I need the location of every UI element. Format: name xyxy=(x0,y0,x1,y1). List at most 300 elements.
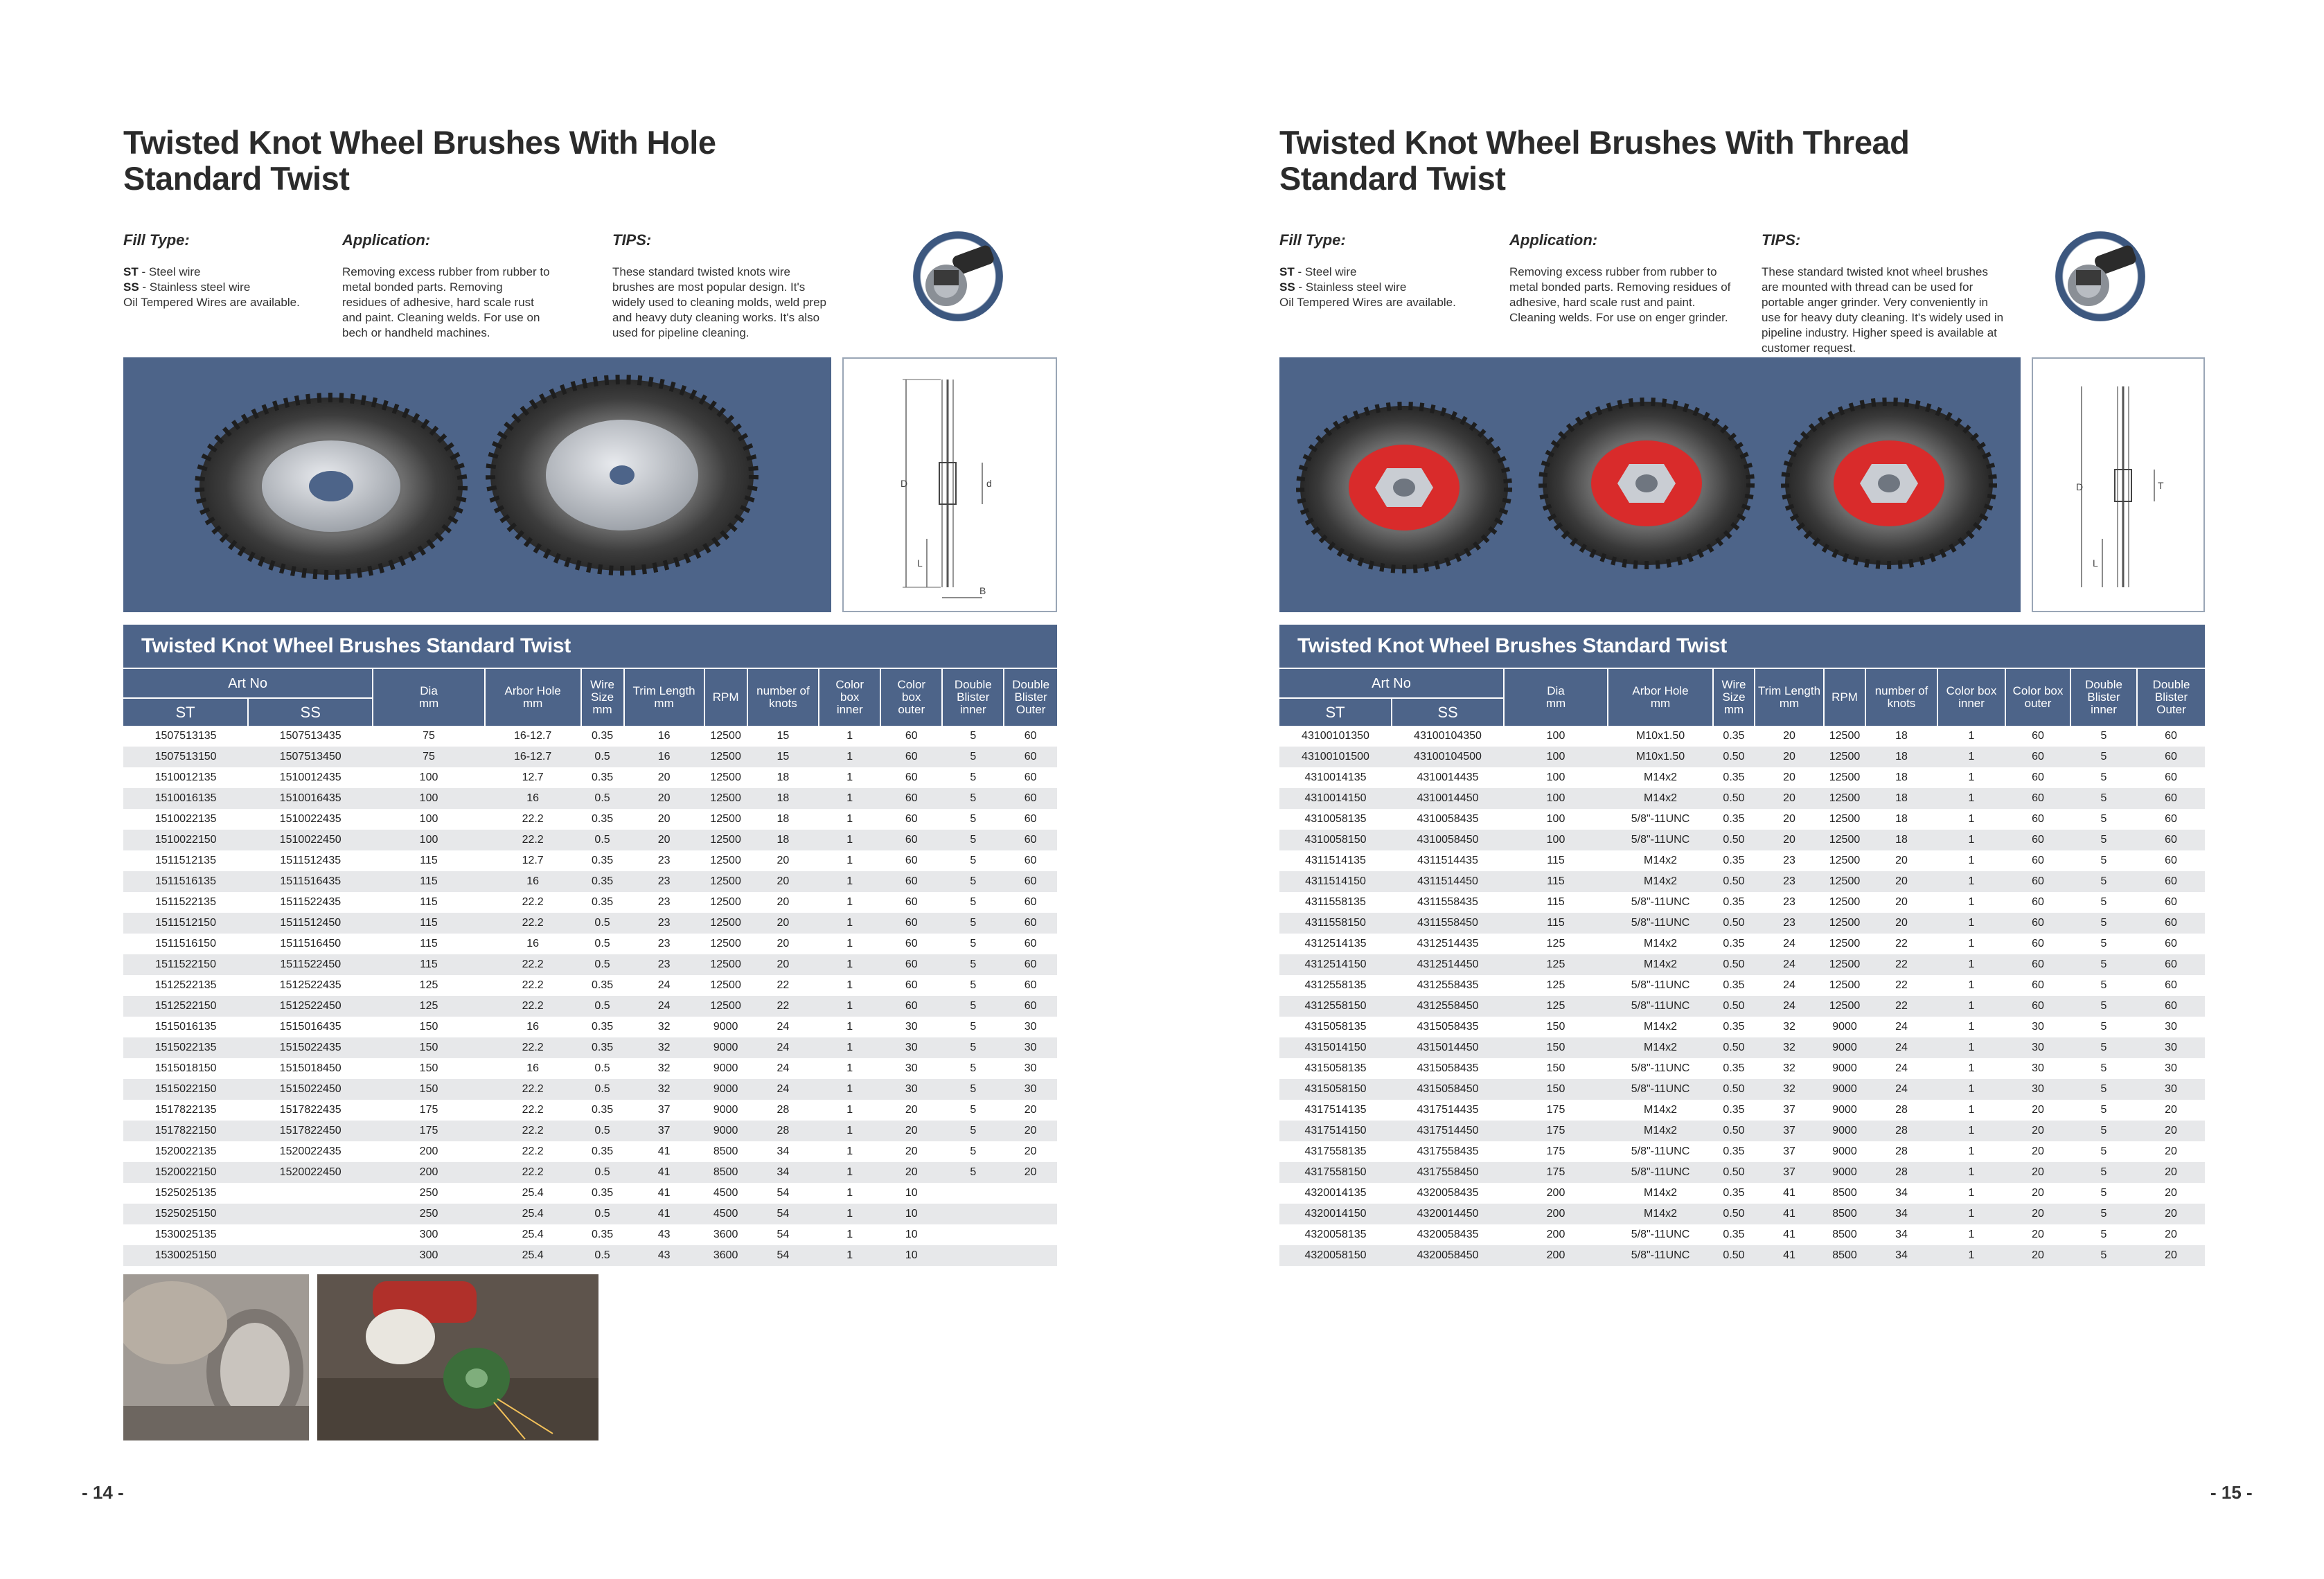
cell-color-box-inner: 1 xyxy=(819,996,880,1017)
cell-arbor-hole: 22.2 xyxy=(485,954,581,975)
cell-double-blister-outer: 60 xyxy=(1004,954,1057,975)
cell-double-blister-outer: 20 xyxy=(1004,1162,1057,1183)
cell-st: 1511516135 xyxy=(123,871,248,892)
cell-dia: 100 xyxy=(1504,747,1608,767)
cell-color-box-outer: 20 xyxy=(2005,1121,2070,1141)
cell-wire-size: 0.50 xyxy=(1713,1245,1755,1266)
cell-color-box-outer: 20 xyxy=(2005,1245,2070,1266)
cell-dia: 300 xyxy=(419,1229,438,1240)
cell-knots: 28 xyxy=(1865,1162,1937,1183)
cell-wire-size: 0.5 xyxy=(594,1062,610,1074)
cell-trim-length: 32 xyxy=(1783,1021,1795,1033)
col-double-blister-inner: Double Blister inner xyxy=(2070,669,2137,726)
cell-rpm: 3600 xyxy=(713,1229,738,1240)
cell-wire-size: 0.35 xyxy=(591,730,614,742)
cell-color-box-inner: 1 xyxy=(1968,896,1975,908)
cell-trim-length: 23 xyxy=(624,913,704,934)
cell-dia: 250 xyxy=(419,1187,438,1199)
cell-color-box-outer: 10 xyxy=(880,1204,942,1224)
cell-trim-length: 32 xyxy=(624,1037,704,1058)
cell-rpm: 9000 xyxy=(704,1121,747,1141)
cell-rpm: 12500 xyxy=(1824,830,1865,850)
cell-rpm: 12500 xyxy=(710,813,741,825)
cell-knots: 20 xyxy=(1865,913,1937,934)
cell-rpm: 8500 xyxy=(1824,1245,1865,1266)
application-text: Removing excess rubber from rubber to metal bonded parts. Removing residues of adhesive, hard scale rust and paint. Cleaning welds. For use on enger grinder. xyxy=(1509,265,1731,324)
cell-knots: 24 xyxy=(1895,1062,1908,1074)
cell-trim-length: 37 xyxy=(1783,1104,1795,1116)
table-row xyxy=(1279,747,2205,767)
cell-st: 1530025150 xyxy=(123,1245,248,1266)
cell-rpm: 9000 xyxy=(1824,1121,1865,1141)
cell-color-box-outer: 60 xyxy=(905,896,918,908)
svg-text:d: d xyxy=(986,478,992,489)
cell-arbor-hole: 22.2 xyxy=(485,1162,581,1183)
cell-trim-length: 41 xyxy=(657,1187,671,1199)
cell-wire-size: 0.35 xyxy=(1723,979,1745,991)
table-body xyxy=(1279,726,2205,1266)
cell-arbor-hole: 5/8"-11UNC xyxy=(1631,1145,1690,1157)
cell-color-box-inner: 1 xyxy=(819,913,880,934)
cell-wire-size: 0.35 xyxy=(1723,896,1745,908)
cell-st: 4317558135 xyxy=(1304,1145,1367,1157)
cell-color-box-outer: 10 xyxy=(880,1245,942,1266)
cell-ss: 1510022435 xyxy=(279,813,341,825)
cell-rpm: 12500 xyxy=(1829,979,1861,991)
cell-color-box-inner: 1 xyxy=(846,938,853,949)
cell-arbor-hole: 25.4 xyxy=(522,1187,544,1199)
cell-color-box-outer: 30 xyxy=(880,1079,942,1100)
cell-knots: 24 xyxy=(777,1021,790,1033)
cell-st: 1515022150 xyxy=(123,1079,248,1100)
cell-trim-length: 32 xyxy=(1783,1062,1795,1074)
cell-double-blister-outer: 60 xyxy=(1024,771,1037,783)
col-wire-size: Wire Size mm xyxy=(581,669,624,726)
cell-dia: 125 xyxy=(1546,979,1565,991)
cell-trim-length: 37 xyxy=(1755,1162,1824,1183)
cell-double-blister-inner: 5 xyxy=(942,1162,1004,1183)
cell-color-box-outer: 60 xyxy=(2032,813,2044,825)
table-row xyxy=(123,1245,1057,1266)
table-row xyxy=(123,892,1057,913)
cell-ss: 1515022450 xyxy=(248,1079,373,1100)
cell-color-box-outer: 60 xyxy=(905,938,918,949)
table-row xyxy=(123,1058,1057,1079)
cell-ss: 1515022435 xyxy=(248,1037,373,1058)
cell-double-blister-outer xyxy=(1004,1224,1057,1245)
cell-trim-length: 41 xyxy=(657,1145,671,1157)
cell-st: 1511516150 xyxy=(155,938,216,949)
cell-rpm: 12500 xyxy=(710,771,741,783)
cell-double-blister-outer: 60 xyxy=(1004,996,1057,1017)
cell-wire-size: 0.35 xyxy=(581,1037,624,1058)
cell-rpm: 12500 xyxy=(704,996,747,1017)
table-row xyxy=(123,1141,1057,1162)
cell-arbor-hole: 22.2 xyxy=(522,1104,544,1116)
cell-double-blister-outer: 60 xyxy=(2165,979,2177,991)
cell-arbor-hole: 22.2 xyxy=(522,1145,544,1157)
cell-dia: 115 xyxy=(373,954,485,975)
col-color-box-inner: Color box inner xyxy=(1937,669,2005,726)
cell-rpm: 9000 xyxy=(1832,1021,1857,1033)
col-trim-length: Trim Length mm xyxy=(624,669,704,726)
cell-double-blister-inner: 5 xyxy=(942,1121,1004,1141)
cell-trim-length: 37 xyxy=(624,1121,704,1141)
table-row xyxy=(123,975,1057,996)
cell-color-box-outer: 20 xyxy=(2032,1104,2044,1116)
cell-wire-size: 0.50 xyxy=(1713,871,1755,892)
cell-rpm: 9000 xyxy=(713,1104,738,1116)
cell-knots: 18 xyxy=(1895,730,1908,742)
cell-st: 4315058135 xyxy=(1304,1062,1367,1074)
cell-double-blister-inner: 5 xyxy=(2070,1245,2137,1266)
cell-arbor-hole: 5/8"-11UNC xyxy=(1608,1079,1713,1100)
title-line-1: Twisted Knot Wheel Brushes With Hole xyxy=(123,124,716,161)
cell-wire-size: 0.35 xyxy=(1723,855,1745,866)
cell-rpm: 4500 xyxy=(704,1204,747,1224)
cell-double-blister-outer: 60 xyxy=(2165,855,2177,866)
cell-rpm: 12500 xyxy=(1824,954,1865,975)
cell-trim-length: 20 xyxy=(1783,813,1795,825)
cell-st: 4310014135 xyxy=(1304,771,1367,783)
cell-trim-length: 32 xyxy=(657,1021,671,1033)
col-arbor-hole: Arbor Hole mm xyxy=(1608,669,1713,726)
cell-color-box-outer: 60 xyxy=(2032,896,2044,908)
cell-dia: 150 xyxy=(1504,1037,1608,1058)
cell-rpm: 12500 xyxy=(1824,913,1865,934)
cell-wire-size: 0.5 xyxy=(581,747,624,767)
cell-double-blister-outer: 60 xyxy=(2165,771,2177,783)
cell-ss: 4310058450 xyxy=(1392,830,1504,850)
page-number: - 14 - xyxy=(82,1482,124,1503)
cell-color-box-outer: 60 xyxy=(2005,913,2070,934)
cell-color-box-inner: 1 xyxy=(1937,1204,2005,1224)
cell-color-box-outer: 60 xyxy=(2005,830,2070,850)
cell-double-blister-outer: 30 xyxy=(2137,1079,2205,1100)
cell-double-blister-inner: 5 xyxy=(2100,1062,2107,1074)
cell-color-box-outer: 60 xyxy=(2005,788,2070,809)
cell-knots: 18 xyxy=(1865,747,1937,767)
cell-arbor-hole: M10x1.50 xyxy=(1635,730,1685,742)
cell-color-box-inner: 1 xyxy=(1968,1187,1975,1199)
cell-double-blister-inner: 5 xyxy=(942,871,1004,892)
cell-double-blister-inner: 5 xyxy=(970,1062,977,1074)
cell-knots: 54 xyxy=(777,1229,790,1240)
cell-double-blister-outer xyxy=(1004,1204,1057,1224)
cell-double-blister-inner: 5 xyxy=(942,830,1004,850)
cell-st: 1525025150 xyxy=(123,1204,248,1224)
table-row xyxy=(1279,1100,2205,1121)
cell-wire-size: 0.50 xyxy=(1713,1121,1755,1141)
cell-double-blister-inner: 5 xyxy=(2070,871,2137,892)
cell-trim-length: 24 xyxy=(624,996,704,1017)
col-arbor-hole: Arbor Hole mm xyxy=(485,669,581,726)
cell-color-box-inner: 1 xyxy=(819,1037,880,1058)
cell-color-box-outer: 60 xyxy=(2005,954,2070,975)
cell-st: 4320014135 xyxy=(1304,1187,1367,1199)
cell-trim-length: 23 xyxy=(1783,855,1795,866)
table-row xyxy=(123,996,1057,1017)
cell-double-blister-inner: 5 xyxy=(970,771,977,783)
cell-ss: 1507513450 xyxy=(248,747,373,767)
cell-color-box-outer: 60 xyxy=(905,771,918,783)
title-line-1: Twisted Knot Wheel Brushes With Thread xyxy=(1279,124,1910,161)
table-row xyxy=(123,1079,1057,1100)
cell-rpm: 8500 xyxy=(1832,1229,1857,1240)
table-body xyxy=(123,726,1057,1266)
cell-color-box-inner: 1 xyxy=(846,979,853,991)
table-row xyxy=(1279,1224,2205,1245)
cell-rpm: 9000 xyxy=(713,1021,738,1033)
cell-double-blister-outer: 30 xyxy=(2165,1021,2177,1033)
cell-double-blister-inner: 5 xyxy=(970,813,977,825)
cell-dia: 175 xyxy=(419,1104,438,1116)
table-row xyxy=(123,726,1057,747)
cell-trim-length: 41 xyxy=(1783,1187,1795,1199)
cell-dia: 200 xyxy=(1546,1229,1565,1240)
cell-ss: 4315058450 xyxy=(1392,1079,1504,1100)
cell-trim-length: 43 xyxy=(624,1245,704,1266)
cell-double-blister-inner: 5 xyxy=(2070,913,2137,934)
cell-color-box-outer: 60 xyxy=(2005,871,2070,892)
cell-ss: 4312558435 xyxy=(1417,979,1479,991)
cell-ss: 1507513435 xyxy=(279,730,341,742)
cell-trim-length: 23 xyxy=(1783,896,1795,908)
cell-double-blister-outer: 30 xyxy=(1024,1062,1037,1074)
table-row xyxy=(1279,726,2205,747)
fill-ss-code: SS xyxy=(123,280,139,294)
cell-knots: 24 xyxy=(1895,1021,1908,1033)
cell-knots: 54 xyxy=(777,1187,790,1199)
cell-ss: 1517822435 xyxy=(279,1104,341,1116)
cell-color-box-outer: 30 xyxy=(905,1021,918,1033)
cell-arbor-hole: 22.2 xyxy=(522,896,544,908)
cell-ss: 4310014450 xyxy=(1392,788,1504,809)
cell-rpm: 12500 xyxy=(704,788,747,809)
cell-knots: 18 xyxy=(1865,830,1937,850)
col-wire-size: Wire Size mm xyxy=(1713,669,1755,726)
cell-ss: 4311558450 xyxy=(1392,913,1504,934)
cell-color-box-inner: 1 xyxy=(819,1204,880,1224)
cell-dia: 200 xyxy=(1504,1245,1608,1266)
application-text: Removing excess rubber from rubber to metal bonded parts. Removing residues of adhesive, hard scale rust and paint. Cleaning welds. For use on bech or handheld machines. xyxy=(342,265,550,339)
cell-arbor-hole: 5/8"-11UNC xyxy=(1631,979,1690,991)
cell-double-blister-outer: 60 xyxy=(2165,730,2177,742)
cell-dia: 125 xyxy=(1504,954,1608,975)
cell-double-blister-inner: 5 xyxy=(2100,1145,2107,1157)
cell-rpm: 8500 xyxy=(704,1162,747,1183)
cell-color-box-outer: 20 xyxy=(905,1104,918,1116)
cell-double-blister-inner: 5 xyxy=(2100,813,2107,825)
table-title: Twisted Knot Wheel Brushes Standard Twist xyxy=(123,625,1057,668)
cell-wire-size: 0.50 xyxy=(1713,1079,1755,1100)
table-row xyxy=(123,809,1057,830)
cell-trim-length: 24 xyxy=(1783,979,1795,991)
cell-arbor-hole: 5/8"-11UNC xyxy=(1631,1062,1690,1074)
cell-double-blister-inner: 5 xyxy=(970,1104,977,1116)
cell-rpm: 12500 xyxy=(1824,996,1865,1017)
cell-st: 1520022135 xyxy=(154,1145,217,1157)
cell-double-blister-outer: 60 xyxy=(1024,979,1037,991)
cell-dia: 100 xyxy=(1504,788,1608,809)
fill-type-text xyxy=(123,265,331,310)
table-row xyxy=(1279,1037,2205,1058)
cell-color-box-inner: 1 xyxy=(1937,830,2005,850)
cell-arbor-hole: M14x2 xyxy=(1608,788,1713,809)
cell-dia: 300 xyxy=(373,1245,485,1266)
cell-color-box-inner: 1 xyxy=(1968,1021,1975,1033)
cell-dia: 100 xyxy=(1504,830,1608,850)
cell-double-blister-inner: 5 xyxy=(942,996,1004,1017)
cell-wire-size: 0.35 xyxy=(1723,938,1745,949)
cell-knots: 22 xyxy=(777,979,790,991)
table-title: Twisted Knot Wheel Brushes Standard Twist xyxy=(1279,625,2205,668)
cell-color-box-inner: 1 xyxy=(1937,1037,2005,1058)
cell-arbor-hole: 25.4 xyxy=(485,1204,581,1224)
cell-knots: 20 xyxy=(777,938,790,949)
table-row xyxy=(123,1224,1057,1245)
cell-double-blister-outer: 60 xyxy=(2137,954,2205,975)
cell-double-blister-outer: 60 xyxy=(2137,996,2205,1017)
cell-ss: 4320058435 xyxy=(1417,1229,1479,1240)
cell-knots: 20 xyxy=(747,954,819,975)
cell-ss: 4317514435 xyxy=(1417,1104,1479,1116)
cell-trim-length: 20 xyxy=(657,771,671,783)
cell-rpm: 12500 xyxy=(704,871,747,892)
cell-arbor-hole: M14x2 xyxy=(1608,1204,1713,1224)
cell-st: 4310058135 xyxy=(1304,813,1367,825)
cell-dia: 150 xyxy=(1546,1021,1565,1033)
cell-ss xyxy=(248,1224,373,1245)
cell-double-blister-inner xyxy=(942,1245,1004,1266)
cell-knots: 18 xyxy=(1895,771,1908,783)
cell-double-blister-inner: 5 xyxy=(970,979,977,991)
cell-trim-length: 24 xyxy=(657,979,671,991)
cell-wire-size: 0.35 xyxy=(1723,771,1745,783)
cell-color-box-inner: 1 xyxy=(846,1104,853,1116)
cell-double-blister-inner: 5 xyxy=(942,747,1004,767)
table-row xyxy=(1279,892,2205,913)
col-knots: number of knots xyxy=(747,669,819,726)
cell-double-blister-outer: 60 xyxy=(1004,788,1057,809)
cell-double-blister-inner: 5 xyxy=(2100,1021,2107,1033)
cell-wire-size: 0.35 xyxy=(1723,813,1745,825)
cell-color-box-inner: 1 xyxy=(1937,1162,2005,1183)
cell-knots: 18 xyxy=(1865,788,1937,809)
cell-double-blister-outer: 30 xyxy=(1004,1037,1057,1058)
cell-double-blister-outer: 20 xyxy=(2137,1204,2205,1224)
cell-knots: 34 xyxy=(1865,1245,1937,1266)
cell-knots: 24 xyxy=(1865,1037,1937,1058)
table-row xyxy=(123,830,1057,850)
cell-double-blister-inner: 5 xyxy=(942,954,1004,975)
cell-double-blister-inner: 5 xyxy=(2070,996,2137,1017)
svg-text:B: B xyxy=(979,585,986,596)
col-art-no: Art No xyxy=(123,669,373,698)
col-st: ST xyxy=(123,698,248,726)
svg-text:L: L xyxy=(917,557,923,569)
cell-wire-size: 0.35 xyxy=(1723,1104,1745,1116)
cell-arbor-hole: 22.2 xyxy=(485,830,581,850)
cell-st: 1510022135 xyxy=(154,813,217,825)
cell-color-box-inner: 1 xyxy=(819,1162,880,1183)
cell-trim-length: 20 xyxy=(657,813,671,825)
cell-ss: 1511512450 xyxy=(248,913,373,934)
cell-color-box-inner: 1 xyxy=(819,830,880,850)
cell-color-box-inner: 1 xyxy=(1968,1145,1975,1157)
table-row xyxy=(123,1017,1057,1037)
cell-knots: 18 xyxy=(747,788,819,809)
cell-color-box-inner: 1 xyxy=(1968,855,1975,866)
cell-dia: 115 xyxy=(1504,871,1608,892)
cell-double-blister-outer: 30 xyxy=(2137,1037,2205,1058)
cell-color-box-inner: 1 xyxy=(819,1245,880,1266)
cell-rpm: 12500 xyxy=(1829,771,1861,783)
cell-double-blister-inner: 5 xyxy=(2070,954,2137,975)
cell-dia: 100 xyxy=(1546,813,1565,825)
cell-double-blister-inner: 5 xyxy=(2100,1104,2107,1116)
cell-dia: 125 xyxy=(1504,996,1608,1017)
cell-arbor-hole: 25.4 xyxy=(485,1245,581,1266)
cell-trim-length: 37 xyxy=(1755,1121,1824,1141)
cell-arbor-hole: M14x2 xyxy=(1608,954,1713,975)
cell-double-blister-outer: 60 xyxy=(1024,813,1037,825)
page-number: - 15 - xyxy=(2210,1482,2253,1503)
cell-rpm: 12500 xyxy=(704,954,747,975)
angle-grinder-icon xyxy=(913,231,1003,321)
cell-dia: 115 xyxy=(420,938,438,949)
cell-rpm: 8500 xyxy=(1832,1187,1857,1199)
cell-wire-size: 0.5 xyxy=(581,1121,624,1141)
col-st: ST xyxy=(1279,698,1392,726)
cell-double-blister-outer: 20 xyxy=(1024,1145,1037,1157)
cell-double-blister-outer: 60 xyxy=(1004,830,1057,850)
table-row xyxy=(1279,913,2205,934)
application-photo-grinder xyxy=(317,1274,598,1440)
cell-ss: 1511522435 xyxy=(280,896,341,908)
cell-knots: 28 xyxy=(1865,1121,1937,1141)
cell-double-blister-outer xyxy=(1004,1245,1057,1266)
cell-knots: 24 xyxy=(747,1037,819,1058)
col-knots: number of knots xyxy=(1865,669,1937,726)
cell-color-box-inner: 1 xyxy=(819,747,880,767)
cell-color-box-inner: 1 xyxy=(1968,771,1975,783)
cell-double-blister-inner: 5 xyxy=(942,1037,1004,1058)
cell-st: 1507513135 xyxy=(154,730,217,742)
cell-double-blister-inner: 5 xyxy=(942,788,1004,809)
title-line-2: Standard Twist xyxy=(1279,160,1506,197)
application-photo-pipe xyxy=(123,1274,309,1440)
cell-color-box-inner: 1 xyxy=(846,896,853,908)
cell-color-box-outer: 60 xyxy=(2032,771,2044,783)
cell-st: 4311514135 xyxy=(1305,855,1366,866)
svg-text:D: D xyxy=(2076,481,2084,492)
cell-st: 1520022150 xyxy=(123,1162,248,1183)
fill-st-text: - Steel wire xyxy=(1294,265,1357,278)
cell-st: 4315058150 xyxy=(1279,1079,1392,1100)
cell-st: 1510022150 xyxy=(123,830,248,850)
cell-dia: 175 xyxy=(1504,1121,1608,1141)
cell-trim-length: 24 xyxy=(1783,938,1795,949)
cell-st: 4310058150 xyxy=(1279,830,1392,850)
cell-wire-size: 0.5 xyxy=(581,913,624,934)
cell-trim-length: 20 xyxy=(1755,830,1824,850)
cell-trim-length: 20 xyxy=(624,788,704,809)
cell-double-blister-inner: 5 xyxy=(970,1021,977,1033)
cell-ss xyxy=(248,1183,373,1204)
cell-ss: 1511516435 xyxy=(248,871,373,892)
cell-wire-size: 0.50 xyxy=(1713,996,1755,1017)
